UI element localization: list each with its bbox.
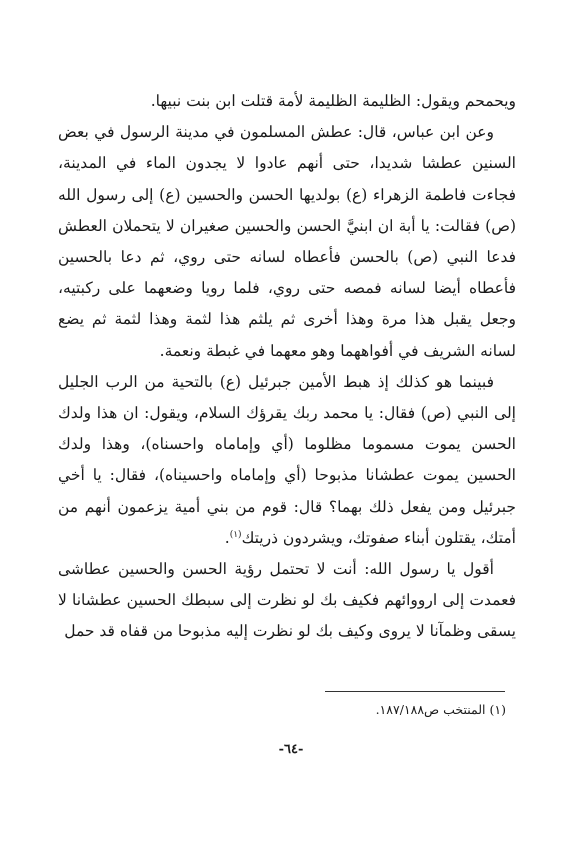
paragraph-2 [58, 117, 516, 367]
paragraph-1-text: ويحمحم ويقول: الظليمة الظليمة لأمة قتلت ابن بنت نبيها. [150, 92, 516, 110]
paragraph-3 [58, 367, 516, 554]
main-text [58, 86, 516, 648]
footnote-text: (١) المنتخب ص١٨٧/١٨٨. [375, 702, 506, 717]
paragraph-1 [58, 86, 516, 117]
paragraph-2-text: وعن ابن عباس، قال: عطش المسلمون في مدينة الرسول في بعض السنين عطشا شديدا، حتى أنهم عادوا لا يجدون الماء في المدينة، فجاءت فاطمة الزهراء (ع) بولديها الحسن والحسين (ع) إلى رسول الله (ص) فقالت: يا أبة ان ابنيَّ الحسن والحسين صغيران لا يتحملان العطش فدعا النبي (ص) بالحسن فأعطاه لسانه حتى روي، ثم دعا بالحسين فأعطاه أيضا لسانه فمصه حتى روي، فلما رويا وضعهما على ركبتيه، وجعل يقبل هذا مرة وهذا أخرى ثم يلثم هذا لثمة وهذا لثمة ثم يضع لسانه الشريف في أفواههما وهو معهما في غبطة ونعمة. [58, 123, 516, 360]
footnote-divider [325, 691, 505, 692]
paragraph-3-text: فبينما هو كذلك إذ هبط الأمين جبرئيل (ع) بالتحية من الرب الجليل إلى النبي (ص) فقال: يا محمد ربك يقرؤك السلام، ويقول: ان هذا ولدك الحسن يموت مسموما مظلوما (أي وإماماه واحسناه)، وهذا ولدك الحسين يموت عطشانا مذبوحا (أي وإماماه واحسيناه)، فقال: يا أخي جبرئيل ومن يفعل ذلك بهما؟ قال: قوم من بني أمية يزعمون أنهم من أمتك، يقتلون أبناء صفوتك، ويشردون ذريتك [58, 372, 516, 547]
footnote-reference[interactable]: (١) [229, 529, 242, 540]
paragraph-4 [58, 554, 516, 648]
paragraph-4-text: أقول يا رسول الله: أنت لا تحتمل رؤية الحسن والحسين عطاشى فعمدت إلى ارووائهم فكيف بك لو نظرت إلى سبطك الحسين عطشانا لا يسقى وظمآنا لا يروى وكيف بك لو نظرت إليه مذبوحا من قفاه قد حمل [58, 560, 516, 641]
paragraph-3-tail: . [224, 528, 230, 547]
footnote [250, 700, 506, 720]
page-number: -٦٤- [278, 742, 304, 757]
